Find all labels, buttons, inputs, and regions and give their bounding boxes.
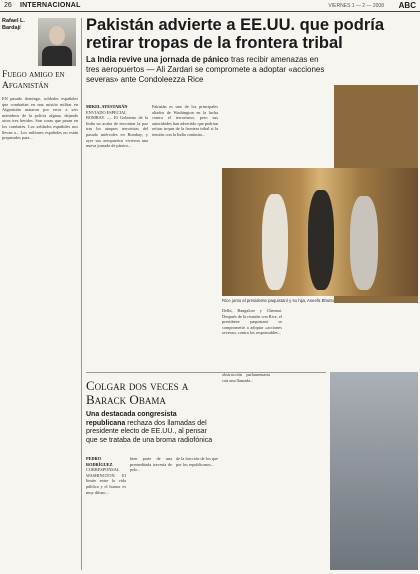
issue-date: VIERNES 1 — 2 — 2008: [328, 3, 384, 9]
article2-deck: [86, 411, 216, 445]
article2-column-3: de la fracción de los que por los republicanos...: [176, 456, 218, 467]
article-photo: [222, 168, 418, 296]
article2-col1-text: WASHINGTON. El limite entre la vida pública y el humor es muy difuso...: [86, 472, 126, 495]
section-title: INTERNACIONAL: [20, 2, 81, 9]
column-title: Fuego amigo en Afganistán: [2, 70, 65, 91]
header-rule: [0, 11, 420, 12]
person-center: [308, 190, 334, 290]
column-author: Rafael L. Bardají: [2, 18, 25, 31]
article-corr: ENVIADO ESPECIAL: [86, 109, 127, 115]
article2-corr: CORRESPONSAL: [86, 467, 120, 473]
opinion-column: [2, 18, 78, 574]
obama-photo: [330, 372, 418, 570]
deck2-lead: Una destacada congresista republicana: [86, 411, 177, 427]
article-column-3: Delhi, Bangalore y Chennai. Después de la reunión con Rice, el presidente paquistaní se comprometió a adoptar «acciones severas» contra los responsables...: [222, 308, 282, 336]
page-header: [0, 0, 420, 12]
article2-column-2: bien parte de una premeditada travesía de pelo...: [130, 456, 172, 473]
deck-lead: La India revive una jornada de pánico: [86, 55, 229, 64]
portrait-head: [49, 26, 65, 45]
column-divider: [81, 18, 82, 570]
article-deck: [86, 55, 326, 85]
person-right: [350, 196, 378, 290]
photo-caption: Rice junto al presidente paquistaní y su hija, Aseefa Bhutto: [222, 298, 335, 303]
article-headline: Pakistán advierte a EE.UU. que podría retirar tropas de la frontera tribal: [86, 16, 385, 52]
article2-column-1: [86, 456, 126, 495]
article-byline: MIKEL AYESTARÁN: [86, 104, 128, 109]
section-divider: [86, 372, 326, 373]
article2-column-4: obstrucción parlamentaria con una llamada...: [222, 372, 270, 383]
article-column-1: [86, 104, 148, 149]
portrait-body: [42, 46, 72, 66]
person-left: [262, 194, 288, 290]
deck2-rest: rechaza dos llamadas del presidente electo de EE.UU., al pensar que se trataba de una broma radiofónica: [86, 419, 213, 444]
author-portrait: [38, 18, 76, 66]
article-col1-text: BOMBAY. — El Gobierno de la India no acaba de encontrar la paz tras los ataques terroristas del pasado miércoles en Bombay, y ayer sus aeropuertos vivieron una nueva jornada de pánico...: [86, 115, 148, 149]
page-number: 26: [4, 2, 12, 9]
brand-logo: ABC: [398, 1, 416, 10]
article2-byline: PEDRO RODRÍGUEZ: [86, 456, 113, 467]
deck-rest: tras recibir amenazas en tres aeropuertos — Ali Zardari se compromete a adoptar «acciones severas» ante Condoleezza Rice: [86, 55, 325, 84]
article2-headline: Colgar dos veces a Barack Obama: [86, 378, 189, 407]
article-column-2: Pakistán es uno de los principales aliados de Washington en la lucha contra el terrorismo, pero sus autoridades han advertido que podrían retirar tropas de la frontera tribal si la tensión con la India continúa...: [152, 104, 218, 137]
column-body: EN pasado domingo, soldados españoles que combatían en una misión militar en Afganistán mataron por error a seis miembros de la policía afgana, dejando otros tres heridos. Son cosas que pasan en los combates. Los soldados españoles nos llevan a... Los militares españoles no están preparados para...: [2, 96, 78, 141]
